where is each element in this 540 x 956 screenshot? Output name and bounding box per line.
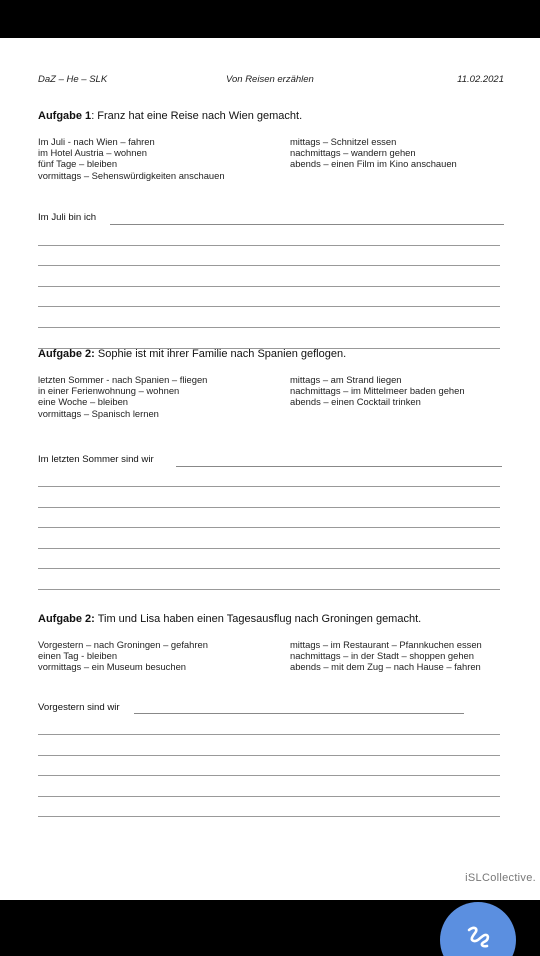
task-3-writing-line — [38, 796, 500, 797]
brand-watermark: iSLCollective. — [465, 872, 536, 884]
task-3-writing-line — [38, 755, 500, 756]
task-2-title: Aufgabe 2: Sophie ist mit ihrer Familie nach Spanien geflogen. — [38, 348, 347, 360]
header-course: DaZ – He – SLK — [38, 74, 108, 85]
task-1-prompt: fünf Tage – bleiben — [38, 158, 118, 170]
task-3-prompt: mittags – im Restaurant – Pfannkuchen essen — [290, 639, 482, 650]
task-1-prompt: Im Juli - nach Wien – fahren — [38, 136, 155, 147]
task-3-prompt: Vorgestern – nach Groningen – gefahren — [38, 639, 208, 650]
task-3-prompt: einen Tag - bleiben — [38, 650, 118, 662]
task-2-writing-line — [38, 589, 500, 590]
task-1-writing-line — [38, 306, 500, 307]
task-2-prompt: in einer Ferienwohnung – wohnen — [38, 385, 180, 397]
task-2-prompt: eine Woche – bleiben — [38, 396, 128, 408]
task-2-sentence-starter: Im letzten Sommer sind wir — [38, 454, 154, 465]
task-2-writing-line — [38, 507, 500, 508]
task-3-prompt: abends – mit dem Zug – nach Hause – fahren — [290, 661, 481, 673]
task-2-answer-line — [176, 466, 502, 467]
task-3-writing-line — [38, 816, 500, 817]
task-1-prompt: abends – einen Film im Kino anschauen — [290, 158, 457, 170]
task-3-prompt: nachmittags – in der Stadt – shoppen gehen — [290, 650, 474, 662]
task-3-title: Aufgabe 2: Tim und Lisa haben einen Tagesausflug nach Groningen gemacht. — [38, 613, 422, 625]
task-1-writing-line — [38, 265, 500, 266]
task-2-prompt: mittags – am Strand liegen — [290, 374, 402, 385]
task-1-answer-line — [110, 224, 504, 225]
worksheet-header — [38, 74, 504, 88]
task-3-writing-line — [38, 734, 500, 735]
task-1-sentence-starter: Im Juli bin ich — [38, 212, 97, 223]
task-2-writing-line — [38, 568, 500, 569]
task-1-writing-line — [38, 327, 500, 328]
task-2-prompt: vormittags – Spanisch lernen — [38, 407, 159, 419]
task-1-prompt: nachmittags – wandern gehen — [290, 147, 416, 159]
top-status-bar — [0, 0, 540, 38]
task-2-writing-line — [38, 548, 500, 549]
task-1-prompt: im Hotel Austria – wohnen — [38, 147, 147, 159]
task-1-prompt: mittags – Schnitzel essen — [290, 136, 397, 147]
app-logo-icon — [463, 922, 493, 952]
task-2-writing-line — [38, 527, 500, 528]
task-2-prompt: letzten Sommer - nach Spanien – fliegen — [38, 374, 208, 385]
task-3-writing-line — [38, 775, 500, 776]
task-1-title: Aufgabe 1: Franz hat eine Reise nach Wien gemacht. — [38, 110, 303, 122]
header-topic: Von Reisen erzählen — [226, 74, 314, 85]
task-3-answer-line — [134, 713, 464, 714]
task-1-writing-line — [38, 245, 500, 246]
task-2 — [38, 348, 504, 465]
worksheet-page — [0, 38, 540, 900]
task-3 — [38, 613, 504, 713]
task-3-sentence-starter: Vorgestern sind wir — [38, 702, 120, 713]
task-2-prompt: nachmittags – im Mittelmeer baden gehen — [290, 385, 465, 397]
header-date: 11.02.2021 — [457, 74, 504, 85]
task-1 — [38, 110, 504, 223]
task-3-prompt: vormittags – ein Museum besuchen — [38, 661, 186, 673]
task-2-writing-line — [38, 486, 500, 487]
task-1-writing-line — [38, 286, 500, 287]
task-2-prompt: abends – einen Cocktail trinken — [290, 396, 421, 408]
task-1-prompt: vormittags – Sehenswürdigkeiten anschauen — [38, 169, 225, 181]
